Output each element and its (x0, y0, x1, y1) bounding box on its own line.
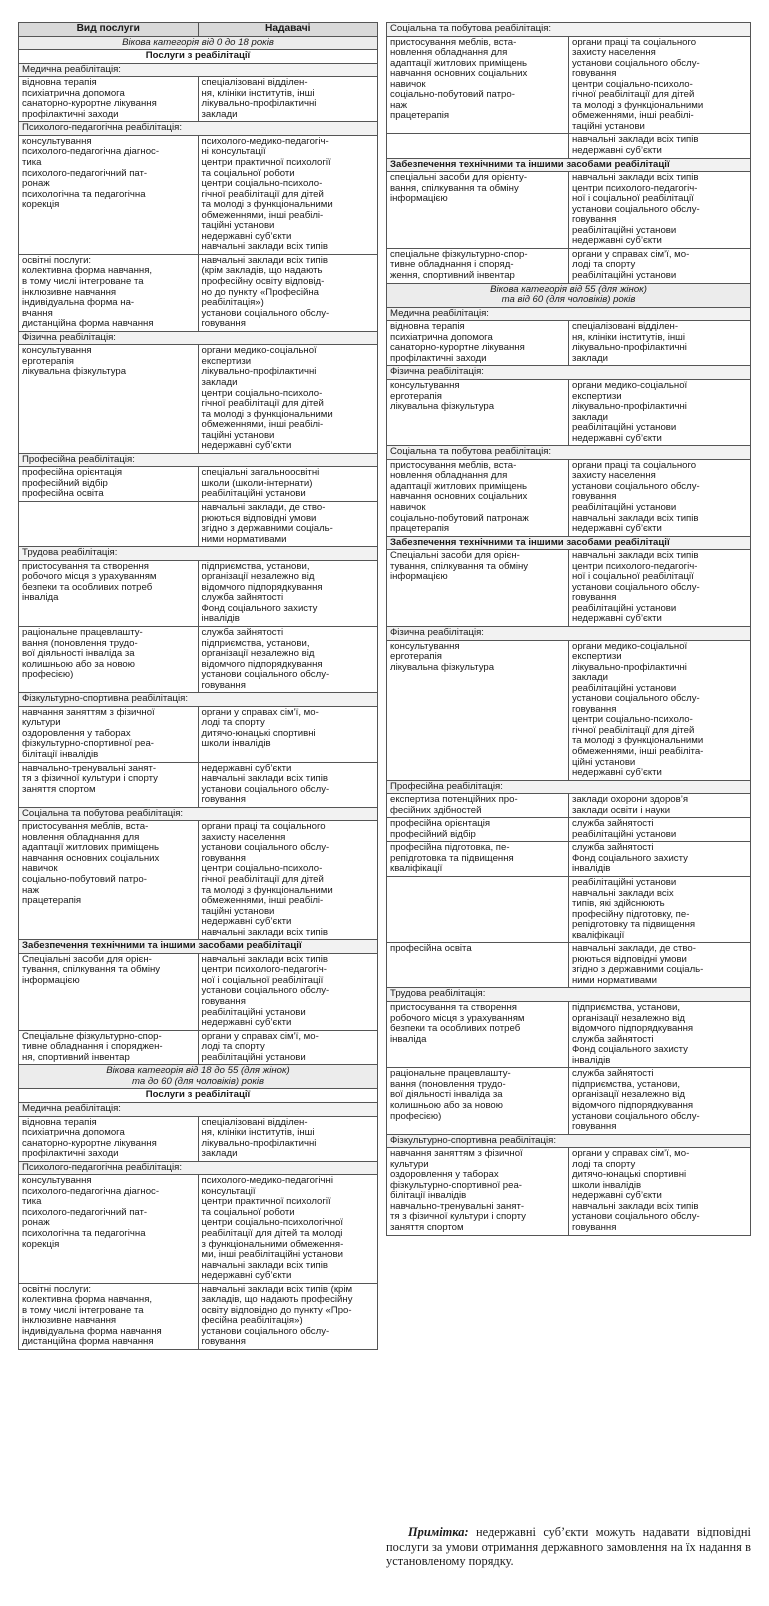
section-heading-row (387, 1134, 751, 1148)
service-cell: професійна орієнтація професійний відбір професійна освіта (19, 467, 199, 502)
section-heading-row (19, 453, 378, 467)
table-row (19, 135, 378, 254)
section-heading: Соціальна та побутова реабілітація: (387, 23, 751, 37)
section-heading: Медична реабілітація: (19, 63, 378, 77)
service-cell: відновна терапія психіатрична допомога санаторно-курортне лікування профілактичні заходи (19, 77, 199, 122)
providers-cell: спеціалізовані відділен- ня, клініки інститутів, інші лікувально-профілактичні заклади (569, 321, 751, 366)
age-category-row (19, 1065, 378, 1089)
service-cell: консультування психолого-педагогічна діагнос- тика психолого-педагогічний пат- ронаж психологічна та педагогічна корекція (19, 1175, 199, 1283)
table-row (387, 794, 751, 818)
providers-cell: підприємства, установи, організації незалежно від відомчого підпорядкування служба зайнятості Фонд соціального захисту інвалідів (569, 1002, 751, 1068)
providers-cell: органи праці та соціального захисту населення установи соціального обслу- говування центри соціально-психоло- гічної реабілітації для дітей та молоді з функціональними обмеженнями, інші реабілі- таційні установи недержавні суб’єкти навчальні заклади всіх типів (198, 821, 378, 940)
service-cell: пристосування та створення робочого місця з урахуванням безпеки та особливих потреб інваліда (19, 560, 199, 626)
section-heading: Забезпечення технічними та іншими засобами реабілітації (387, 158, 751, 172)
providers-cell: реабілітаційні установи навчальні заклади всіх типів, які здійснюють професійну підготовку, пе- репідготовку та підвищення кваліфікації (569, 877, 751, 943)
section-heading-row (387, 988, 751, 1002)
services-table-right (386, 22, 751, 1236)
left-column (18, 22, 378, 1350)
section-heading: Психолого-педагогічна реабілітація: (19, 1161, 378, 1175)
service-cell: навчання заняттям з фізичної культури оздоровлення у таборах фізкультурно-спортивної реа- білітації інвалідів (19, 706, 199, 762)
providers-cell: органи праці та соціального захисту населення установи соціального обслу- говування центри соціально-психоло- гічної реабілітації для дітей та молоді з функціональними обмеженнями, інші реабілі- таційні установи (569, 36, 751, 134)
section-heading: Професійна реабілітація: (387, 780, 751, 794)
table-row (19, 1283, 378, 1349)
providers-cell: органи праці та соціального захисту населення установи соціального обслу- говування реабілітаційні установи навчальні заклади всіх типів недержавні суб’єкти (569, 459, 751, 536)
service-cell: пристосування меблів, вста- новлення обладнання для адаптації житлових приміщень навчання основних соціальних навичок соціально-побутовий патро- наж працетерапія (387, 36, 569, 134)
table-row (19, 626, 378, 692)
section-heading-row (387, 780, 751, 794)
providers-cell: підприємства, установи, організації незалежно від відомчого підпорядкування служба зайнятості Фонд соціального захисту інвалідів (198, 560, 378, 626)
service-cell (387, 877, 569, 943)
service-cell: раціональне працевлашту- вання (поновлення трудо- вої діяльності інваліда за колишньою або за новою професією) (387, 1068, 569, 1134)
providers-cell: психолого-медико-педагогічні консультації центри практичної психології та соціальної роботи центри соціально-психологічної реабілітації для дітей та молоді з функціональними обмеження- ми, інші реабілітаційні установи навчальні заклади всіх типів недержавні суб’єкти (198, 1175, 378, 1283)
section-heading-row (19, 547, 378, 561)
table-body-left (19, 36, 378, 1349)
section-heading-row (387, 446, 751, 460)
providers-cell: навчальні заклади всіх типів недержавні суб’єкти (569, 134, 751, 158)
providers-cell: психолого-медико-педагогіч- ні консультації центри практичної психології та соціальної роботи центри соціально-психоло- гічної реабілітації для дітей та молоді з функціональними обмеженнями, інші реабілі- таційні установи недержавні суб’єкти навчальні заклади всіх типів (198, 135, 378, 254)
providers-cell: служба зайнятості підприємства, установи, організації незалежно від відомчого підпорядкування установи соціального обслу- говування (569, 1068, 751, 1134)
table-row (387, 842, 751, 877)
providers-cell: заклади охорони здоров’я заклади освіти і науки (569, 794, 751, 818)
table-row (387, 248, 751, 283)
providers-cell: органи медико-соціальної експертизи лікувально-профілактичні заклади реабілітаційні установи недержавні суб’єкти (569, 379, 751, 445)
section-heading: Забезпечення технічними та іншими засобами реабілітації (19, 940, 378, 954)
section-heading: Фізкультурно-спортивна реабілітація: (19, 693, 378, 707)
table-row (19, 467, 378, 502)
table-row (387, 943, 751, 988)
section-heading: Трудова реабілітація: (19, 547, 378, 561)
table-row (387, 134, 751, 158)
service-cell: пристосування меблів, вста- новлення обладнання для адаптації житлових приміщень навчання основних соціальних навичок соціально-побутовий патро- наж працетерапія (19, 821, 199, 940)
section-heading: Соціальна та побутова реабілітація: (387, 446, 751, 460)
section-heading: Фізична реабілітація: (387, 366, 751, 380)
table-row (19, 762, 378, 807)
section-heading-row (19, 331, 378, 345)
table-row (387, 1068, 751, 1134)
table-row (19, 706, 378, 762)
service-cell: пристосування меблів, вста- новлення обладнання для адаптації житлових приміщень навчання основних соціальних навичок соціально-побутовий патронаж працетерапія (387, 459, 569, 536)
section-heading-row (19, 1102, 378, 1116)
service-cell (19, 501, 199, 546)
table-row (387, 36, 751, 134)
section-heading: Трудова реабілітація: (387, 988, 751, 1002)
age-category: Вікова категорія від 55 (для жінок) та від 60 (для чоловіків) років (387, 283, 751, 307)
providers-cell: органи медико-соціальної експертизи лікувально-профілактичні заклади центри соціально-психоло- гічної реабілітації для дітей та молоді з функціональними обмеженнями, інші реабілі- таційні установи недержавні суб’єкти (198, 345, 378, 453)
age-category: Вікова категорія від 0 до 18 років (19, 36, 378, 50)
service-cell: спеціальні засоби для орієнту- вання, спілкування та обміну інформацією (387, 172, 569, 249)
service-cell: консультування ерготерапія лікувальна фізкультура (387, 640, 569, 780)
table-row (387, 640, 751, 780)
section-heading: Професійна реабілітація: (19, 453, 378, 467)
section-heading-row (19, 693, 378, 707)
service-cell: професійна орієнтація професійний відбір (387, 818, 569, 842)
providers-cell: органи у справах сім’ї, мо- лоді та спорту дитячо-юнацькі спортивні школи інвалідів недержавні суб’єкти навчальні заклади всіх типів установи соціального обслу- говування (569, 1148, 751, 1235)
section-heading: Соціальна та побутова реабілітація: (19, 807, 378, 821)
providers-cell: служба зайнятості Фонд соціального захисту інвалідів (569, 842, 751, 877)
section-heading: Фізкультурно-спортивна реабілітація: (387, 1134, 751, 1148)
section-heading: Медична реабілітація: (19, 1102, 378, 1116)
table-row (19, 560, 378, 626)
footnote-label: Примітка: (408, 1525, 469, 1539)
providers-cell: навчальні заклади, де ство- рюються відповідні умови згідно з державними соціаль- ними нормативами (569, 943, 751, 988)
service-cell: професійна освіта (387, 943, 569, 988)
table-row (19, 953, 378, 1030)
age-category: Вікова категорія від 18 до 55 (для жінок) та до 60 (для чоловіків) років (19, 1065, 378, 1089)
footnote-text: недержавні суб’єкти можуть надавати відповідні послуги за умови отримання державного замовлення на їх надання в установленому порядку. (386, 1525, 751, 1569)
service-cell: освітні послуги: колективна форма навчання, в тому числі інтегроване та інклюзивне навчання індивідуальна форма на- вчання дистанційна форма навчання (19, 254, 199, 331)
services-title-row (19, 1089, 378, 1103)
section-heading-row (19, 63, 378, 77)
service-cell: консультування психолого-педагогічна діагнос- тика психолого-педагогічний пат- ронаж психологічна та педагогічна корекція (19, 135, 199, 254)
table-row (19, 77, 378, 122)
service-cell: раціональне працевлашту- вання (поновлення трудо- вої діяльності інваліда за колишньою або за новою професією) (19, 626, 199, 692)
table-row (387, 379, 751, 445)
service-cell: експертиза потенційних про- фесійних здібностей (387, 794, 569, 818)
section-heading-row (387, 307, 751, 321)
providers-cell: служба зайнятості реабілітаційні установи (569, 818, 751, 842)
service-cell: Спеціальне фізкультурно-спор- тивне обладнання і споряджен- ня, спортивний інвентар (19, 1030, 199, 1065)
age-category-row (19, 36, 378, 50)
providers-cell: спеціалізовані відділен- ня, клініки інститутів, інші лікувально-профілактичні заклади (198, 77, 378, 122)
section-heading-row (387, 23, 751, 37)
table-row (387, 818, 751, 842)
section-heading: Фізична реабілітація: (387, 626, 751, 640)
providers-cell: навчальні заклади всіх типів (крім закладів, що надають професійну освіту відповід- но до пункту «Професійна реабілітація») установи соціального обслу- говування (198, 254, 378, 331)
right-column (386, 22, 751, 1236)
service-cell: навчання заняттям з фізичної культури оздоровлення у таборах фізкультурно-спортивної реа- білітації інвалідів навчально-тренувальні занят- тя з фізичної культури і спорту заняття спортом (387, 1148, 569, 1235)
providers-cell: служба зайнятості підприємства, установи, організації незалежно від відомчого підпорядкування установи соціального обслу- говування (198, 626, 378, 692)
service-cell: пристосування та створення робочого місця з урахуванням безпеки та особливих потреб інваліда (387, 1002, 569, 1068)
section-heading-row (19, 1161, 378, 1175)
section-heading: Забезпечення технічними та іншими засобами реабілітації (387, 536, 751, 550)
providers-cell: органи у справах сім’ї, мо- лоді та спорту дитячо-юнацькі спортивні школи інвалідів (198, 706, 378, 762)
providers-cell: органи у справах сім’ї, мо- лоді та спорту реабілітаційні установи (569, 248, 751, 283)
section-heading: Психолого-педагогічна реабілітація: (19, 122, 378, 136)
header-providers: Надавачі (198, 23, 378, 37)
service-cell (387, 134, 569, 158)
table-row (387, 1148, 751, 1235)
services-title-row (19, 50, 378, 64)
services-title: Послуги з реабілітації (19, 1089, 378, 1103)
service-cell: відновна терапія психіатрична допомога санаторно-курортне лікування профілактичні заходи (19, 1116, 199, 1161)
providers-cell: навчальні заклади всіх типів центри психолого-педагогіч- ної і соціальної реабілітації установи соціального обслу- говування реабілітаційні установи недержавні суб’єкти (198, 953, 378, 1030)
section-heading: Фізична реабілітація: (19, 331, 378, 345)
providers-cell: органи у справах сім’ї, мо- лоді та спорту реабілітаційні установи (198, 1030, 378, 1065)
section-heading-row (387, 626, 751, 640)
age-category-row (387, 283, 751, 307)
table-row (387, 1002, 751, 1068)
section-heading-row (387, 536, 751, 550)
table-body-right (387, 23, 751, 1236)
table-row (387, 550, 751, 627)
section-heading-row (19, 807, 378, 821)
providers-cell: навчальні заклади всіх типів (крім закладів, що надають професійну освіту відповідно до пункту «Про- фесійна реабілітація») установи соціального обслу- говування (198, 1283, 378, 1349)
providers-cell: навчальні заклади всіх типів центри психолого-педагогіч- ної і соціальної реабілітації установи соціального обслу- говування реабілітаційні установи недержавні суб’єкти (569, 550, 751, 627)
table-row (387, 172, 751, 249)
table-row (387, 877, 751, 943)
table-row (19, 821, 378, 940)
service-cell: Спеціальні засоби для орієн- тування, спілкування та обміну інформацією (387, 550, 569, 627)
services-table-left (18, 22, 378, 1350)
providers-cell: недержавні суб’єкти навчальні заклади всіх типів установи соціального обслу- говування (198, 762, 378, 807)
table-row (19, 1175, 378, 1283)
section-heading: Медична реабілітація: (387, 307, 751, 321)
table-row (387, 321, 751, 366)
service-cell: освітні послуги: колективна форма навчання, в тому числі інтегроване та інклюзивне навчання індивідуальна форма навчання дистанційна форма навчання (19, 1283, 199, 1349)
service-cell: спеціальне фізкультурно-спор- тивне обладнання і споряд- ження, спортивний інвентар (387, 248, 569, 283)
table-row (19, 1030, 378, 1065)
providers-cell: органи медико-соціальної експертизи лікувально-профілактичні заклади реабілітаційні установи установи соціального обслу- говування центри соціально-психоло- гічної реабілітації для дітей та молоді з функціональними обмеженнями, інші реабіліта- ційні установи недержавні суб’єкти (569, 640, 751, 780)
table-row (19, 501, 378, 546)
section-heading-row (19, 940, 378, 954)
providers-cell: навчальні заклади, де ство- рюються відповідні умови згідно з державними соціаль- ними нормативами (198, 501, 378, 546)
section-heading-row (387, 366, 751, 380)
providers-cell: спеціальні загальноосвітні школи (школи-інтернати) реабілітаційні установи (198, 467, 378, 502)
section-heading-row (19, 122, 378, 136)
service-cell: Спеціальні засоби для орієн- тування, спілкування та обміну інформацією (19, 953, 199, 1030)
table-row (19, 254, 378, 331)
service-cell: відновна терапія психіатрична допомога санаторно-курортне лікування профілактичні заходи (387, 321, 569, 366)
service-cell: професійна підготовка, пе- репідготовка та підвищення кваліфікації (387, 842, 569, 877)
providers-cell: навчальні заклади всіх типів центри психолого-педагогіч- ної і соціальної реабілітації установи соціального обслу- говування реабілітаційні установи недержавні суб’єкти (569, 172, 751, 249)
section-heading-row (387, 158, 751, 172)
table-row (19, 1116, 378, 1161)
header-service: Вид послуги (19, 23, 199, 37)
service-cell: консультування ерготерапія лікувальна фізкультура (19, 345, 199, 453)
table-header-row (19, 23, 378, 37)
providers-cell: спеціалізовані відділен- ня, клініки інститутів, інші лікувально-профілактичні заклади (198, 1116, 378, 1161)
footnote (386, 1525, 751, 1569)
service-cell: консультування ерготерапія лікувальна фізкультура (387, 379, 569, 445)
table-row (387, 459, 751, 536)
service-cell: навчально-тренувальні занят- тя з фізичної культури і спорту заняття спортом (19, 762, 199, 807)
table-row (19, 345, 378, 453)
services-title: Послуги з реабілітації (19, 50, 378, 64)
